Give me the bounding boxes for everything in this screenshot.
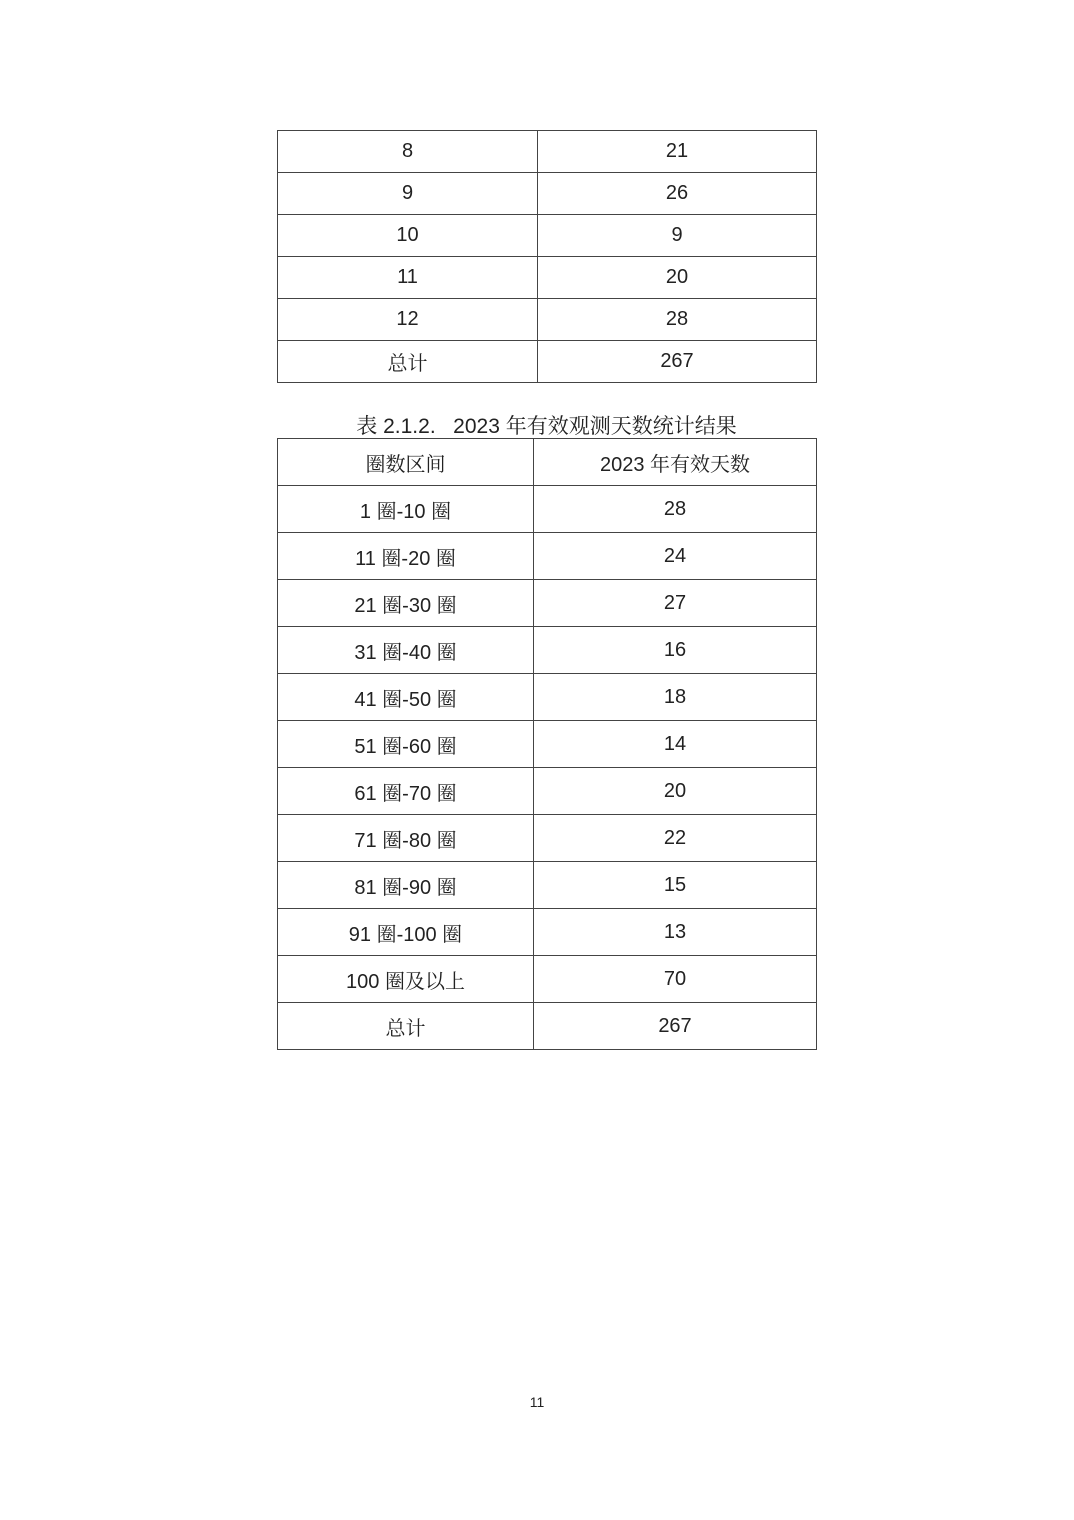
table-cell: 26 <box>538 173 817 215</box>
table-row <box>278 768 817 815</box>
table-cell: 41 圈-50 圈 <box>278 674 534 721</box>
table-cell: 267 <box>538 341 817 383</box>
page-number: 11 <box>529 1394 545 1410</box>
table-cell: 28 <box>534 486 817 533</box>
table-cell: 31 圈-40 圈 <box>278 627 534 674</box>
table-cell: 51 圈-60 圈 <box>278 721 534 768</box>
table-row <box>278 299 817 341</box>
table-row <box>278 486 817 533</box>
table-cell: 12 <box>278 299 538 341</box>
table-row <box>278 580 817 627</box>
table-row <box>278 257 817 299</box>
table-cell: 10 <box>278 215 538 257</box>
table-cell: 91 圈-100 圈 <box>278 909 534 956</box>
table-cell: 13 <box>534 909 817 956</box>
table-row <box>278 674 817 721</box>
table-total-row <box>278 1003 817 1050</box>
table-cell: 81 圈-90 圈 <box>278 862 534 909</box>
table-cell: 9 <box>538 215 817 257</box>
table-row <box>278 627 817 674</box>
table-cell: 8 <box>278 131 538 173</box>
table-row <box>278 909 817 956</box>
table-row <box>278 721 817 768</box>
table-cell: 16 <box>534 627 817 674</box>
table-cell: 21 <box>538 131 817 173</box>
table-cell: 71 圈-80 圈 <box>278 815 534 862</box>
column-header: 圈数区间 <box>278 439 534 486</box>
table-row <box>278 533 817 580</box>
table-row <box>278 862 817 909</box>
table-total-row <box>278 341 817 383</box>
table-cell: 28 <box>538 299 817 341</box>
lap-range-days-table <box>277 438 817 1050</box>
table-row <box>278 956 817 1003</box>
table-cell: 21 圈-30 圈 <box>278 580 534 627</box>
table-caption: 表 2.1.2. 2023 年有效观测天数统计结果 <box>356 415 737 438</box>
table-row <box>278 131 817 173</box>
table-cell: 100 圈及以上 <box>278 956 534 1003</box>
table-cell: 总计 <box>278 341 538 383</box>
table-cell: 9 <box>278 173 538 215</box>
table-cell: 11 <box>278 257 538 299</box>
table-cell: 20 <box>538 257 817 299</box>
table-cell: 24 <box>534 533 817 580</box>
table-cell: 20 <box>534 768 817 815</box>
table-row <box>278 173 817 215</box>
table-cell: 18 <box>534 674 817 721</box>
table-cell: 11 圈-20 圈 <box>278 533 534 580</box>
table-row <box>278 815 817 862</box>
table-cell: 15 <box>534 862 817 909</box>
table-cell: 14 <box>534 721 817 768</box>
table-row <box>278 215 817 257</box>
table-cell: 22 <box>534 815 817 862</box>
table-header-row <box>278 439 817 486</box>
table-cell: 267 <box>534 1003 817 1050</box>
table-cell: 27 <box>534 580 817 627</box>
column-header: 2023 年有效天数 <box>534 439 817 486</box>
monthly-days-table-continued <box>277 130 817 383</box>
table-cell: 总计 <box>278 1003 534 1050</box>
table-cell: 70 <box>534 956 817 1003</box>
table-cell: 1 圈-10 圈 <box>278 486 534 533</box>
table-cell: 61 圈-70 圈 <box>278 768 534 815</box>
